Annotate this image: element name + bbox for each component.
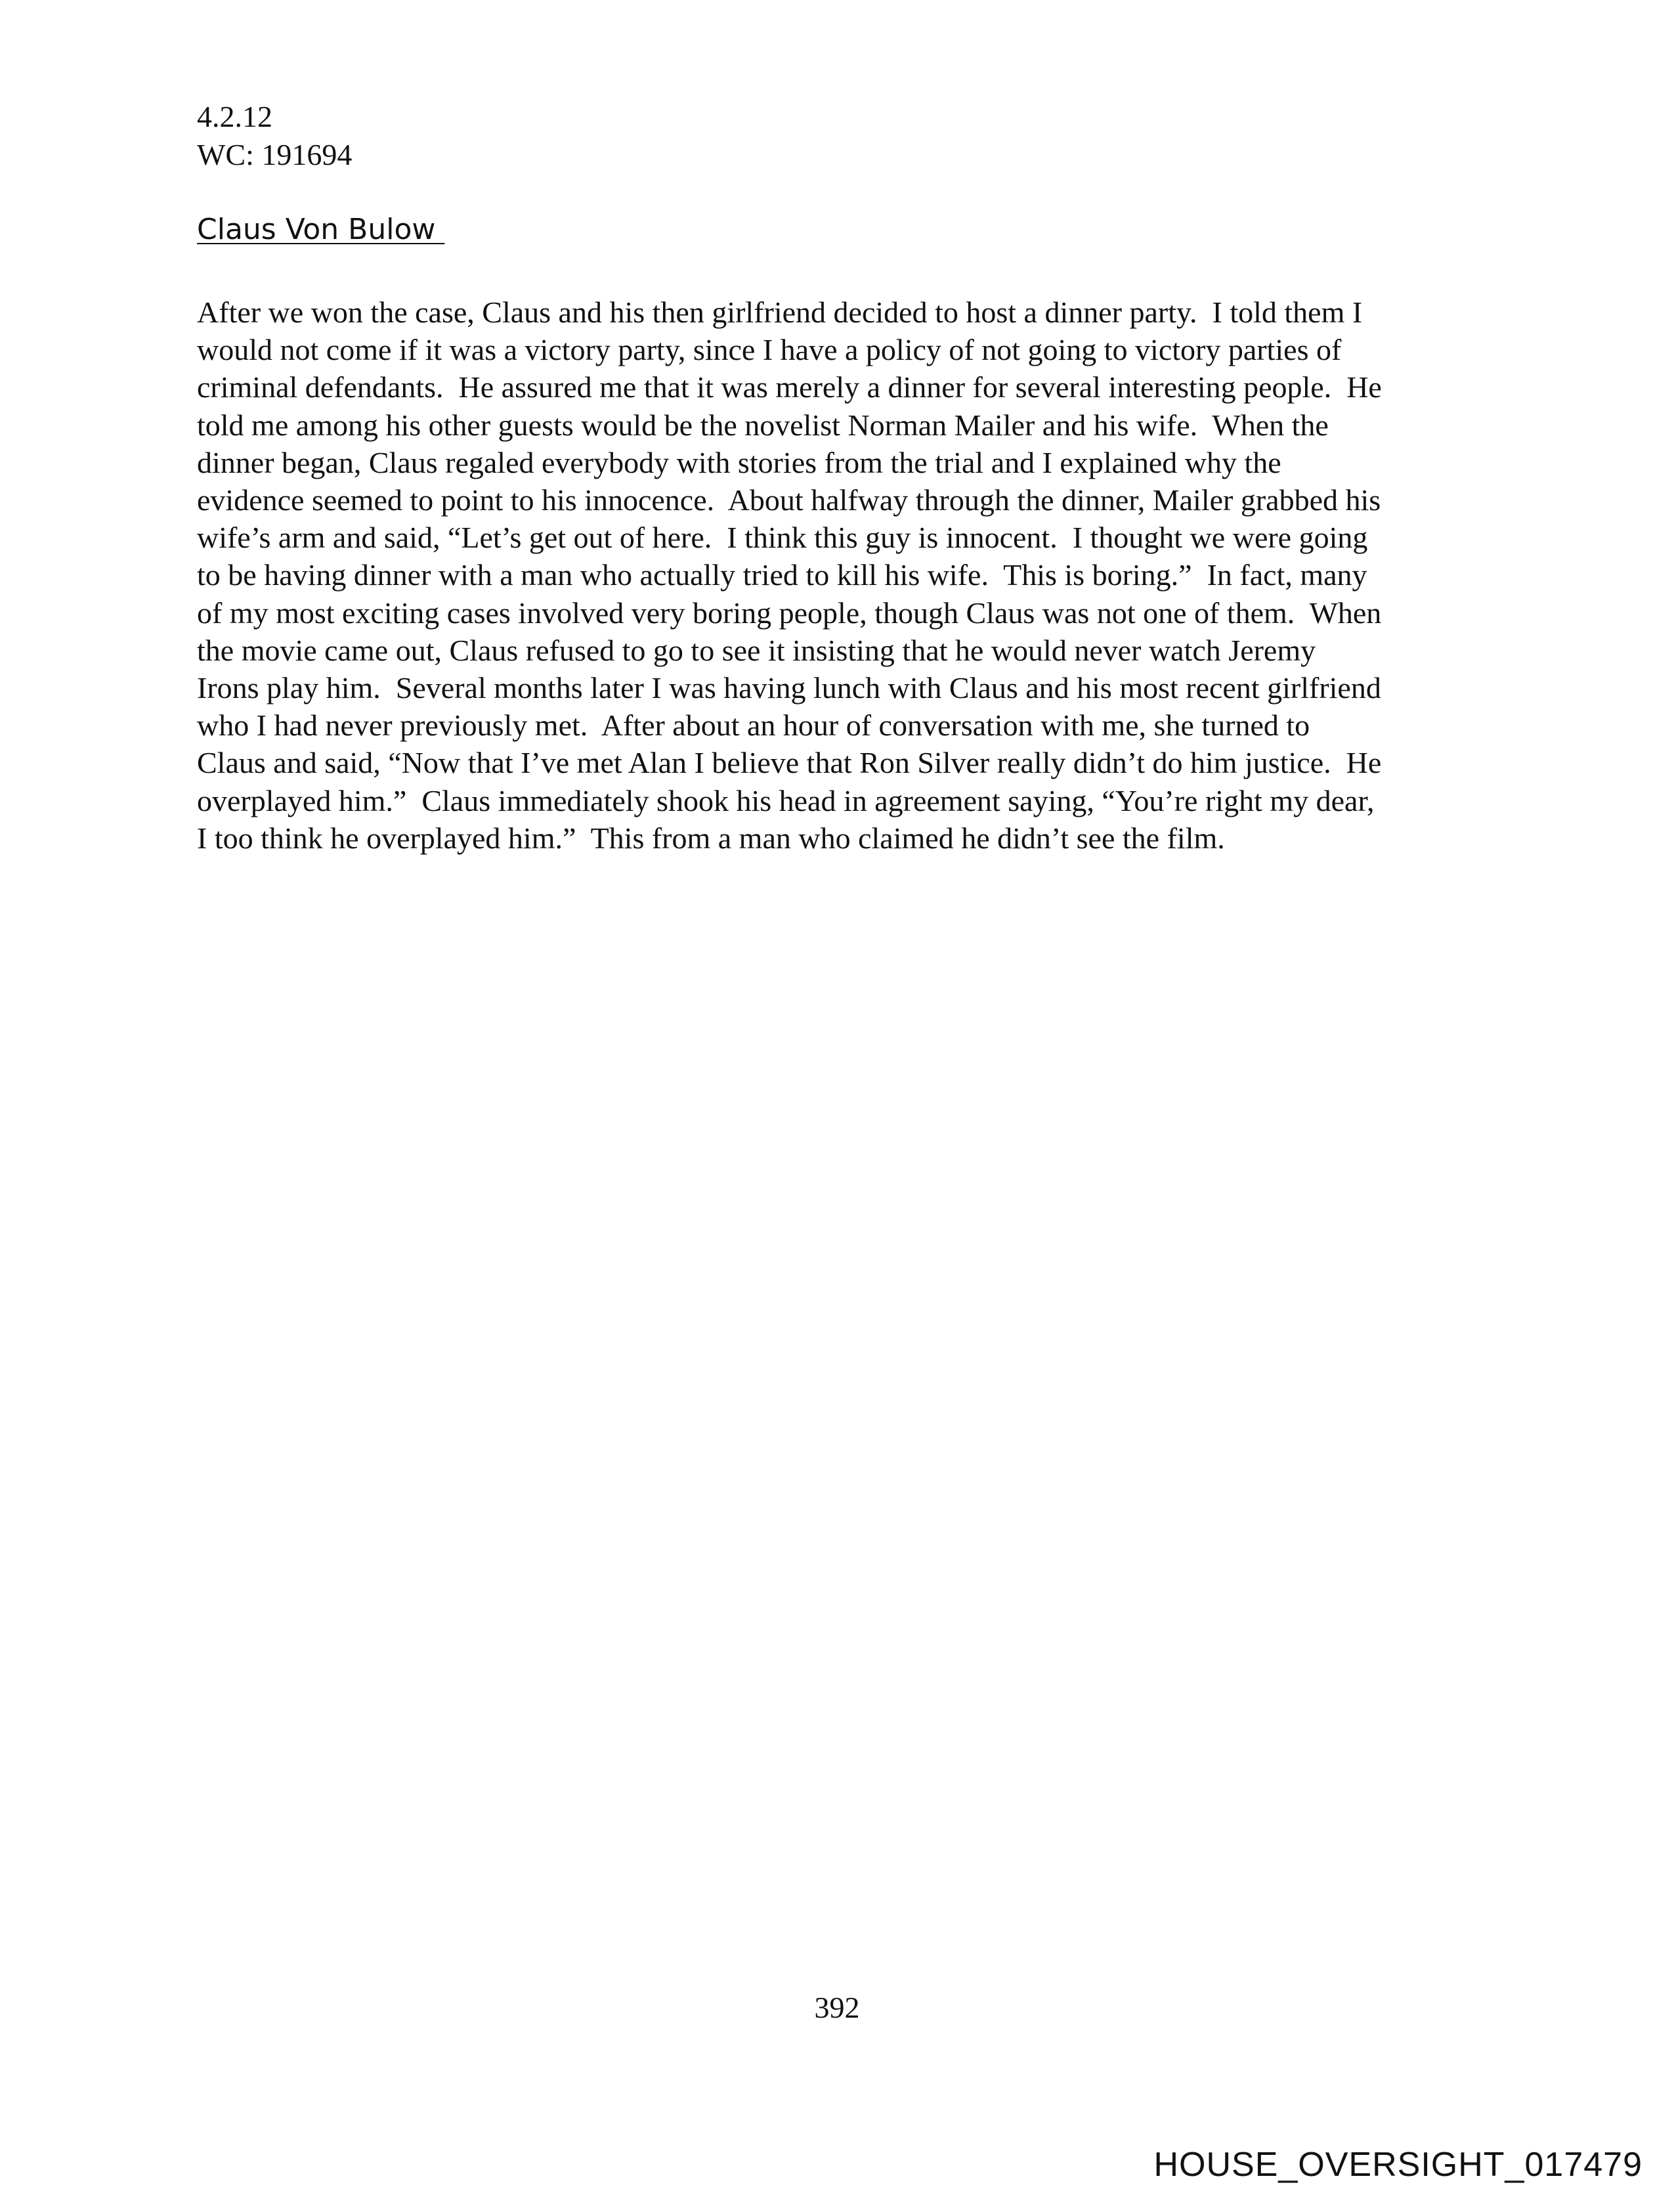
page-number: 392 [814, 1991, 860, 2024]
body-line: to be having dinner with a man who actually tried to kill his wife. This is boring.” In fact, many [197, 558, 1367, 592]
body-line: criminal defendants. He assured me that it was merely a dinner for several interesting people. He [197, 370, 1382, 404]
body-line: wife’s arm and said, “Let’s get out of here. I think this guy is innocent. I thought we were going [197, 521, 1368, 555]
body-line: would not come if it was a victory party, since I have a policy of not going to victory parties of [197, 333, 1342, 367]
body-line: After we won the case, Claus and his then girlfriend decided to host a dinner party. I told them I [197, 295, 1363, 329]
document-date: 4.2.12 [197, 100, 272, 133]
body-line: Claus and said, “Now that I’ve met Alan I believe that Ron Silver really didn’t do him justice. He [197, 746, 1382, 780]
word-count: WC: 191694 [197, 138, 353, 171]
body-line: Irons play him. Several months later I was having lunch with Claus and his most recent girlfriend [197, 671, 1381, 705]
section-title: Claus Von Bulow [197, 213, 445, 246]
body-paragraph [197, 293, 1477, 857]
body-line: the movie came out, Claus refused to go to see it insisting that he would never watch Jeremy [197, 633, 1316, 667]
body-line: told me among his other guests would be the novelist Norman Mailer and his wife. When the [197, 408, 1329, 442]
body-line: evidence seemed to point to his innocence. About halfway through the dinner, Mailer grabbed his [197, 483, 1381, 517]
body-line: of my most exciting cases involved very boring people, though Claus was not one of them. When [197, 596, 1382, 630]
body-line: overplayed him.” Claus immediately shook his head in agreement saying, “You’re right my dear, [197, 783, 1375, 817]
body-line: I too think he overplayed him.” This from a man who claimed he didn’t see the film. [197, 821, 1225, 855]
body-line: who I had never previously met. After about an hour of conversation with me, she turned to [197, 708, 1310, 743]
body-line: dinner began, Claus regaled everybody with stories from the trial and I explained why the [197, 445, 1281, 479]
bates-stamp: HOUSE_OVERSIGHT_017479 [1153, 2146, 1642, 2184]
